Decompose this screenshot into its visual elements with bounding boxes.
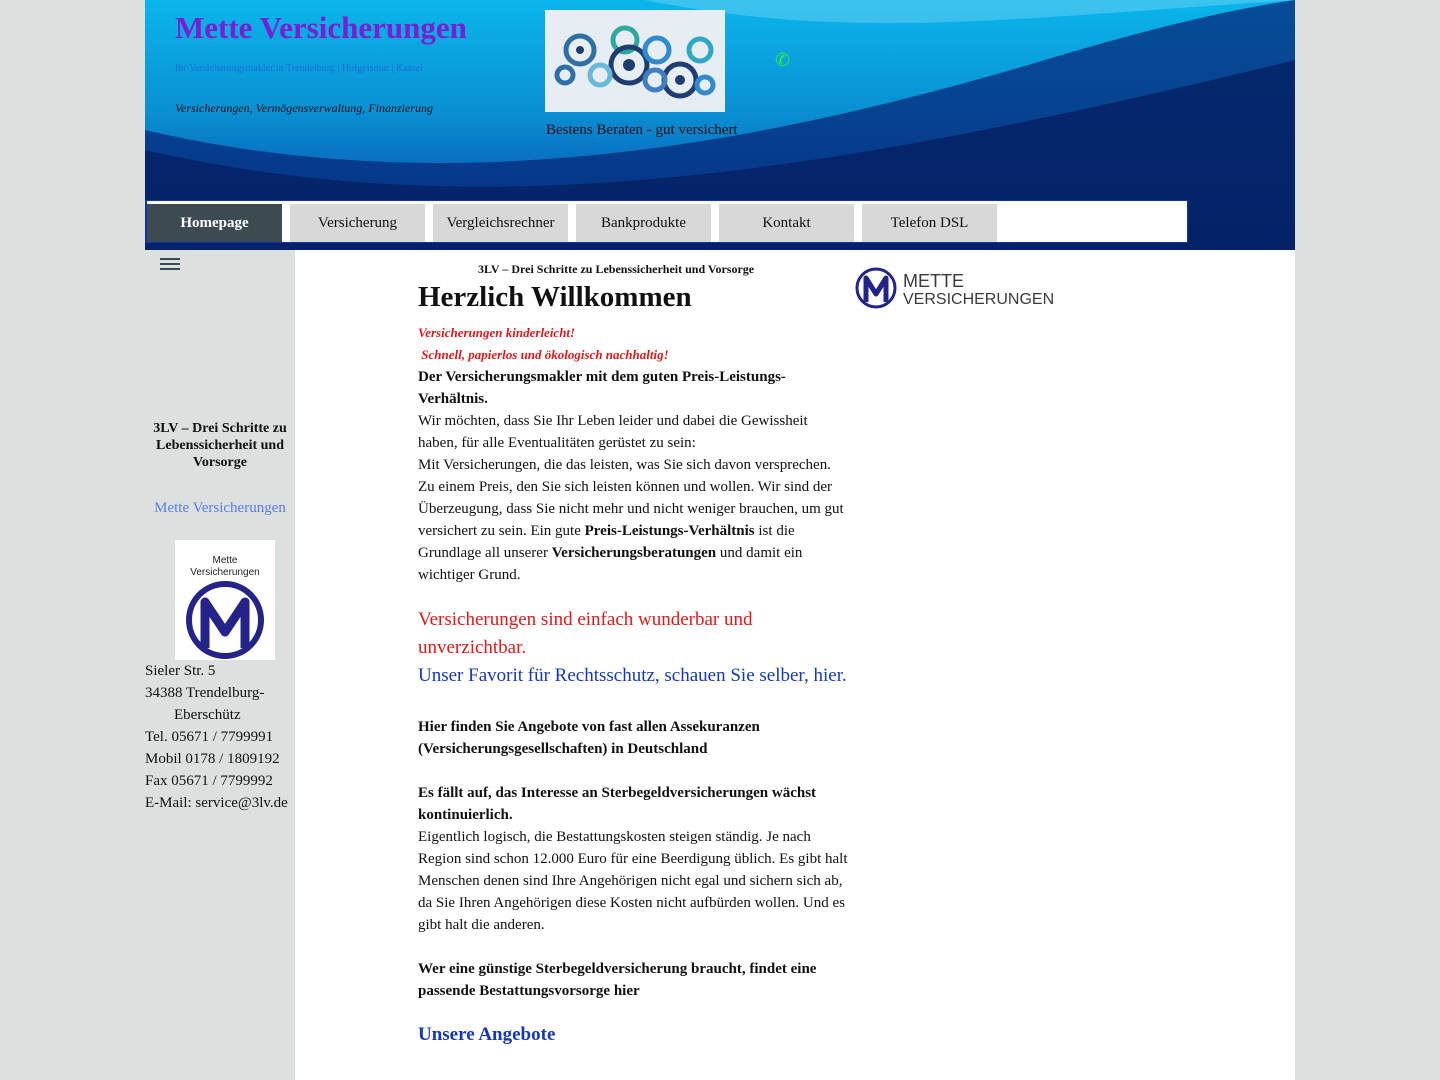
offers-link[interactable]: Unsere Angebote [418, 1024, 556, 1045]
sidebar-logo [175, 540, 275, 660]
nav-bankprodukte[interactable]: Bankprodukte [576, 204, 711, 242]
phone-icon[interactable]: ✆ [775, 50, 791, 70]
page-title: Herzlich Willkommen [418, 281, 692, 313]
promo-line-1: Versicherungen kinderleicht! [418, 325, 576, 340]
header-banner [145, 0, 1295, 250]
offers-paragraph: Hier finden Sie Angebote von fast allen Assekuranzen (Versicherungsgesellschaften) in Deutschland [418, 719, 760, 757]
main-top-line: 3LV – Drei Schritte zu Lebenssicherheit und Vorsorge [478, 262, 755, 276]
brand-logo-line-1: METTE [903, 271, 964, 291]
logo-text-2: Versicherungen [190, 567, 260, 578]
address-street: Sieler Str. 5 [145, 663, 216, 679]
logo-text-1: Mette [212, 555, 238, 566]
address-district: Eberschütz [174, 707, 241, 723]
address-mobil[interactable]: Mobil 0178 / 1809192 [145, 751, 280, 767]
main-navigation [145, 200, 1188, 243]
rechtsschutz-link[interactable]: Unser Favorit für Rechtsschutz, schauen Sie selber, hier. [418, 665, 847, 686]
nav-homepage[interactable]: Homepage [147, 204, 282, 242]
promo-line-2: Schnell, papierlos und ökologisch nachhaltig! [418, 347, 669, 362]
gears-icon [545, 10, 725, 112]
main-content [418, 258, 848, 1046]
brand-logo-line-2: VERSICHERUNGEN [903, 291, 1055, 308]
intro-bold: Der Versicherungsmakler mit dem guten Preis-Leistungs-Verhältnis. [418, 369, 786, 407]
page [145, 0, 1295, 1080]
nav-telefon-dsl[interactable]: Telefon DSL [862, 204, 997, 242]
address-fax: Fax 05671 / 7799992 [145, 773, 273, 789]
site-subtitle: Ihr Versicherungsmakler in Trendelburg | Hofgeismar | Kassel [175, 63, 423, 74]
brand-logo [855, 266, 1065, 312]
highlight-red: Versicherungen sind einfach wunderbar und unverzichtbar. [418, 609, 753, 658]
header-slogan: Bestens Beraten - gut versichert [546, 122, 738, 138]
sterbegeld-text: Eigentlich logisch, die Bestattungskosten steigen ständig. Je nach Region sind schon 12.000 Euro für eine Beerdigung üblich. Es gibt halt Menschen denen sind Ihre Angehörigen nicht egal und sichern sich ab, da Sie Ihren Angehörigen diese Kosten nicht aufbürden wollen. Und es gibt halt die anderen. [418, 829, 848, 933]
contact-address [145, 660, 288, 814]
nav-vergleichsrechner[interactable]: Vergleichsrechner [433, 204, 568, 242]
site-title[interactable]: Mette Versicherungen [175, 10, 467, 45]
address-email[interactable]: E-Mail: service@3lv.de [145, 795, 288, 811]
sidebar-title: 3LV – Drei Schritte zu Lebenssicherheit und Vorsorge [153, 421, 287, 470]
intro-paragraph-1: Wir möchten, dass Sie Ihr Leben leider und dabei die Gewissheit haben, für alle Eventualitäten gerüstet zu sein: [418, 413, 808, 451]
nav-kontakt[interactable]: Kontakt [719, 204, 854, 242]
menu-icon[interactable] [160, 258, 180, 274]
bestattung-cta[interactable]: Wer eine günstige Sterbegeldversicherung braucht, findet eine passende Bestattungsvorsorge hier [418, 961, 817, 999]
address-city: 34388 Trendelburg- [145, 685, 265, 701]
address-tel[interactable]: Tel. 05671 / 7799991 [145, 729, 274, 745]
sidebar-link-mette[interactable]: Mette Versicherungen [154, 500, 286, 516]
sidebar [145, 250, 295, 1080]
sterbegeld-heading: Es fällt auf, das Interesse an Sterbegeldversicherungen wächst kontinuierlich. [418, 785, 817, 823]
intro-paragraph-2: Mit Versicherungen, die das leisten, was Sie sich davon versprechen. Zu einem Preis, den Sie sich leisten können und wollen. Wir sind der Überzeugung, dass Sie nicht mehr und nicht weniger brauchen, um gut versichert zu sein. Ein gute Preis-Leistungs-Verhältnis ist die Grundlage all unserer Versicherungsberatungen und damit ein wichtiger Grund. [418, 457, 844, 583]
site-tagline: Versicherungen, Vermögensverwaltung, Finanzierung [175, 101, 433, 115]
nav-versicherung[interactable]: Versicherung [290, 204, 425, 242]
